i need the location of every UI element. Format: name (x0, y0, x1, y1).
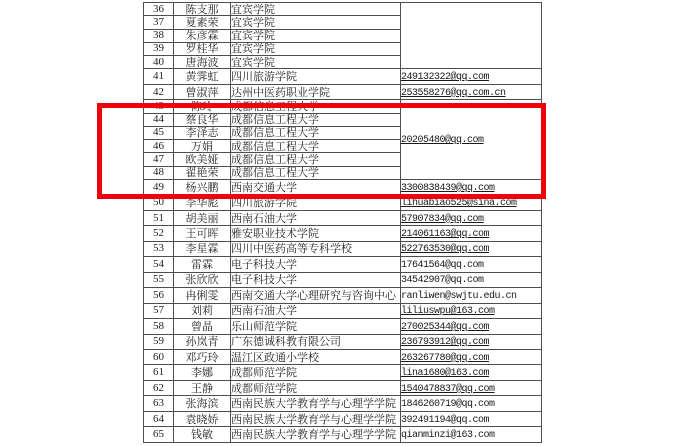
institution-cell: 达州中医药职业学院 (231, 84, 401, 99)
attendee-name-cell: 王可晖 (174, 226, 231, 241)
row-number-cell: 56 (144, 288, 174, 303)
attendee-name-cell: 张海滨 (174, 396, 231, 411)
institution-cell: 西南交通大学 (231, 179, 401, 194)
row-number-cell: 41 (144, 69, 174, 84)
table-row (144, 303, 542, 318)
email-link[interactable]: 392491194@qq.com (401, 414, 490, 426)
email-link[interactable]: 214061163@qq.com (401, 229, 490, 240)
row-number-cell: 36 (144, 3, 174, 16)
row-number-cell: 46 (144, 140, 174, 153)
attendee-name-cell: 朱彦霖 (174, 29, 231, 42)
attendee-name-cell: 孙岚青 (174, 334, 231, 349)
attendee-name-cell: 雷霖 (174, 257, 231, 272)
email-link[interactable]: 20205480@qq.com (401, 135, 484, 147)
attendee-name-cell: 陈玲 (174, 100, 231, 113)
email-cell (401, 84, 542, 99)
attendee-name-cell: 胡美丽 (174, 210, 231, 225)
institution-cell: 成都师范学院 (231, 380, 401, 395)
institution-cell: 西南交通大学心理研究与咨询中心 (231, 288, 401, 303)
email-link[interactable]: 236793912@qq.com (401, 337, 490, 349)
row-number-cell: 57 (144, 303, 174, 318)
row-number-cell: 42 (144, 84, 174, 99)
attendee-name-cell: 蔡良华 (174, 113, 231, 126)
email-link[interactable]: 270025344@qq.com (401, 321, 490, 333)
email-cell (401, 3, 542, 69)
institution-cell: 西南民族大学教育学与心理学学院 (231, 396, 401, 411)
email-cell (401, 241, 542, 256)
email-link[interactable]: 1846260719@qq.com (401, 399, 495, 411)
attendee-name-cell: 黄霁虹 (174, 69, 231, 84)
row-number-cell: 50 (144, 195, 174, 210)
table-row (144, 272, 542, 287)
row-number-cell: 62 (144, 380, 174, 395)
institution-cell: 四川中医药高等专科学校 (231, 241, 401, 256)
institution-cell: 宜宾学院 (231, 56, 401, 69)
row-number-cell: 58 (144, 319, 174, 334)
table-row (144, 365, 542, 380)
email-link[interactable]: 34542907@qq.com (401, 275, 484, 287)
email-cell (401, 257, 542, 272)
attendee-name-cell: 袁晓娇 (174, 411, 231, 426)
attendee-name-cell: 张欣欣 (174, 272, 231, 287)
institution-cell: 成都信息工程大学 (231, 140, 401, 153)
institution-cell: 宜宾学院 (231, 16, 401, 29)
table-row (144, 350, 542, 365)
institution-cell: 西南石油大学 (231, 210, 401, 225)
institution-cell: 西南石油大学 (231, 303, 401, 318)
attendee-name-cell: 杨兴鹏 (174, 179, 231, 194)
attendee-name-cell: 翟艳荣 (174, 166, 231, 179)
institution-cell: 成都信息工程大学 (231, 113, 401, 126)
email-link[interactable]: 17641564@qq.com (401, 259, 484, 271)
row-number-cell: 38 (144, 29, 174, 42)
email-link[interactable]: lihuabiao525@sina.com (401, 198, 517, 210)
attendee-name-cell: 夏素荣 (174, 16, 231, 29)
row-number-cell: 37 (144, 16, 174, 29)
table-row (144, 319, 542, 334)
table-row (144, 179, 542, 194)
table-row (144, 210, 542, 225)
email-cell (401, 226, 542, 241)
participants-table (143, 2, 542, 443)
table-row (144, 3, 542, 16)
attendee-name-cell: 李华彪 (174, 195, 231, 210)
table-row (144, 84, 542, 99)
email-link[interactable]: liliuswpu@163.com (401, 306, 495, 318)
email-cell (401, 210, 542, 225)
email-link[interactable]: 522763530@qq.com (401, 244, 490, 256)
institution-cell: 电子科技大学 (231, 257, 401, 272)
email-cell (401, 350, 542, 365)
email-cell (401, 334, 542, 349)
table-row (144, 226, 542, 241)
table-row (144, 100, 542, 113)
institution-cell: 宜宾学院 (231, 29, 401, 42)
attendee-name-cell: 罗桂华 (174, 42, 231, 55)
institution-cell: 温江区政通小学校 (231, 350, 401, 365)
row-number-cell: 64 (144, 411, 174, 426)
row-number-cell: 43 (144, 100, 174, 113)
attendee-name-cell: 王静 (174, 380, 231, 395)
email-cell (401, 69, 542, 84)
email-link[interactable]: 57907834@qq.com (401, 213, 484, 225)
attendee-name-cell: 钱敏 (174, 427, 231, 443)
institution-cell: 成都师范学院 (231, 365, 401, 380)
attendee-name-cell: 李娜 (174, 365, 231, 380)
table-row (144, 411, 542, 426)
institution-cell: 乐山师范学院 (231, 319, 401, 334)
row-number-cell: 55 (144, 272, 174, 287)
email-link[interactable]: 3300838439@qq.com (401, 182, 495, 194)
institution-cell: 宜宾学院 (231, 42, 401, 55)
row-number-cell: 61 (144, 365, 174, 380)
attendee-name-cell: 邓巧玲 (174, 350, 231, 365)
attendee-name-cell: 万娟 (174, 140, 231, 153)
institution-cell: 雅安职业技术学院 (231, 226, 401, 241)
row-number-cell: 45 (144, 126, 174, 139)
institution-cell: 广东德诚科教有限公司 (231, 334, 401, 349)
table-row (144, 257, 542, 272)
email-cell (401, 179, 542, 194)
row-number-cell: 47 (144, 153, 174, 166)
email-link[interactable]: 263267780@qq.com (401, 352, 490, 364)
row-number-cell: 59 (144, 334, 174, 349)
institution-cell: 四川旅游学院 (231, 69, 401, 84)
row-number-cell: 63 (144, 396, 174, 411)
participants-table-body (144, 3, 542, 443)
institution-cell: 宜宾学院 (231, 3, 401, 16)
email-cell (401, 288, 542, 303)
table-row (144, 396, 542, 411)
row-number-cell: 54 (144, 257, 174, 272)
email-cell (401, 195, 542, 210)
email-cell (401, 380, 542, 395)
attendee-name-cell: 曾晶 (174, 319, 231, 334)
table-row (144, 69, 542, 84)
email-cell (401, 272, 542, 287)
row-number-cell: 52 (144, 226, 174, 241)
attendee-name-cell: 李泽志 (174, 126, 231, 139)
row-number-cell: 60 (144, 350, 174, 365)
email-link[interactable]: 249132322@qq.com (401, 72, 490, 84)
email-link[interactable]: lina1680@163.com (401, 368, 490, 380)
attendee-name-cell: 冉俐雯 (174, 288, 231, 303)
attendee-name-cell: 陈支那 (174, 3, 231, 16)
email-link[interactable]: 1540478837@qq.com (401, 383, 495, 395)
attendee-name-cell: 欧美娅 (174, 153, 231, 166)
row-number-cell: 48 (144, 166, 174, 179)
attendee-name-cell: 唐海波 (174, 56, 231, 69)
row-number-cell: 39 (144, 42, 174, 55)
email-cell (401, 319, 542, 334)
email-cell (401, 427, 542, 443)
table-row (144, 288, 542, 303)
email-cell (401, 303, 542, 318)
row-number-cell: 49 (144, 179, 174, 194)
row-number-cell: 65 (144, 427, 174, 443)
email-cell (401, 365, 542, 380)
table-row (144, 241, 542, 256)
attendee-name-cell: 刘莉 (174, 303, 231, 318)
row-number-cell: 40 (144, 56, 174, 69)
institution-cell: 西南民族大学教育学与心理学学院 (231, 411, 401, 426)
row-number-cell: 44 (144, 113, 174, 126)
email-link[interactable]: 253558276@qq.com.cn (401, 87, 506, 99)
email-cell (401, 396, 542, 411)
institution-cell: 电子科技大学 (231, 272, 401, 287)
attendee-name-cell: 李星霖 (174, 241, 231, 256)
email-link[interactable]: qianminzi@163.com (401, 430, 495, 442)
institution-cell: 成都信息工程大学 (231, 100, 401, 113)
table-row (144, 334, 542, 349)
institution-cell: 成都信息工程大学 (231, 166, 401, 179)
table-row (144, 195, 542, 210)
table-row (144, 427, 542, 443)
email-link[interactable]: ranliwen@swjtu.edu.cn (401, 290, 517, 302)
email-cell (401, 411, 542, 426)
row-number-cell: 51 (144, 210, 174, 225)
institution-cell: 四川旅游学院 (231, 195, 401, 210)
institution-cell: 西南民族大学教育学与心理学学院 (231, 427, 401, 443)
email-cell (401, 100, 542, 180)
row-number-cell: 53 (144, 241, 174, 256)
table-row (144, 380, 542, 395)
attendee-name-cell: 曾淑萍 (174, 84, 231, 99)
institution-cell: 成都信息工程大学 (231, 126, 401, 139)
institution-cell: 成都信息工程大学 (231, 153, 401, 166)
